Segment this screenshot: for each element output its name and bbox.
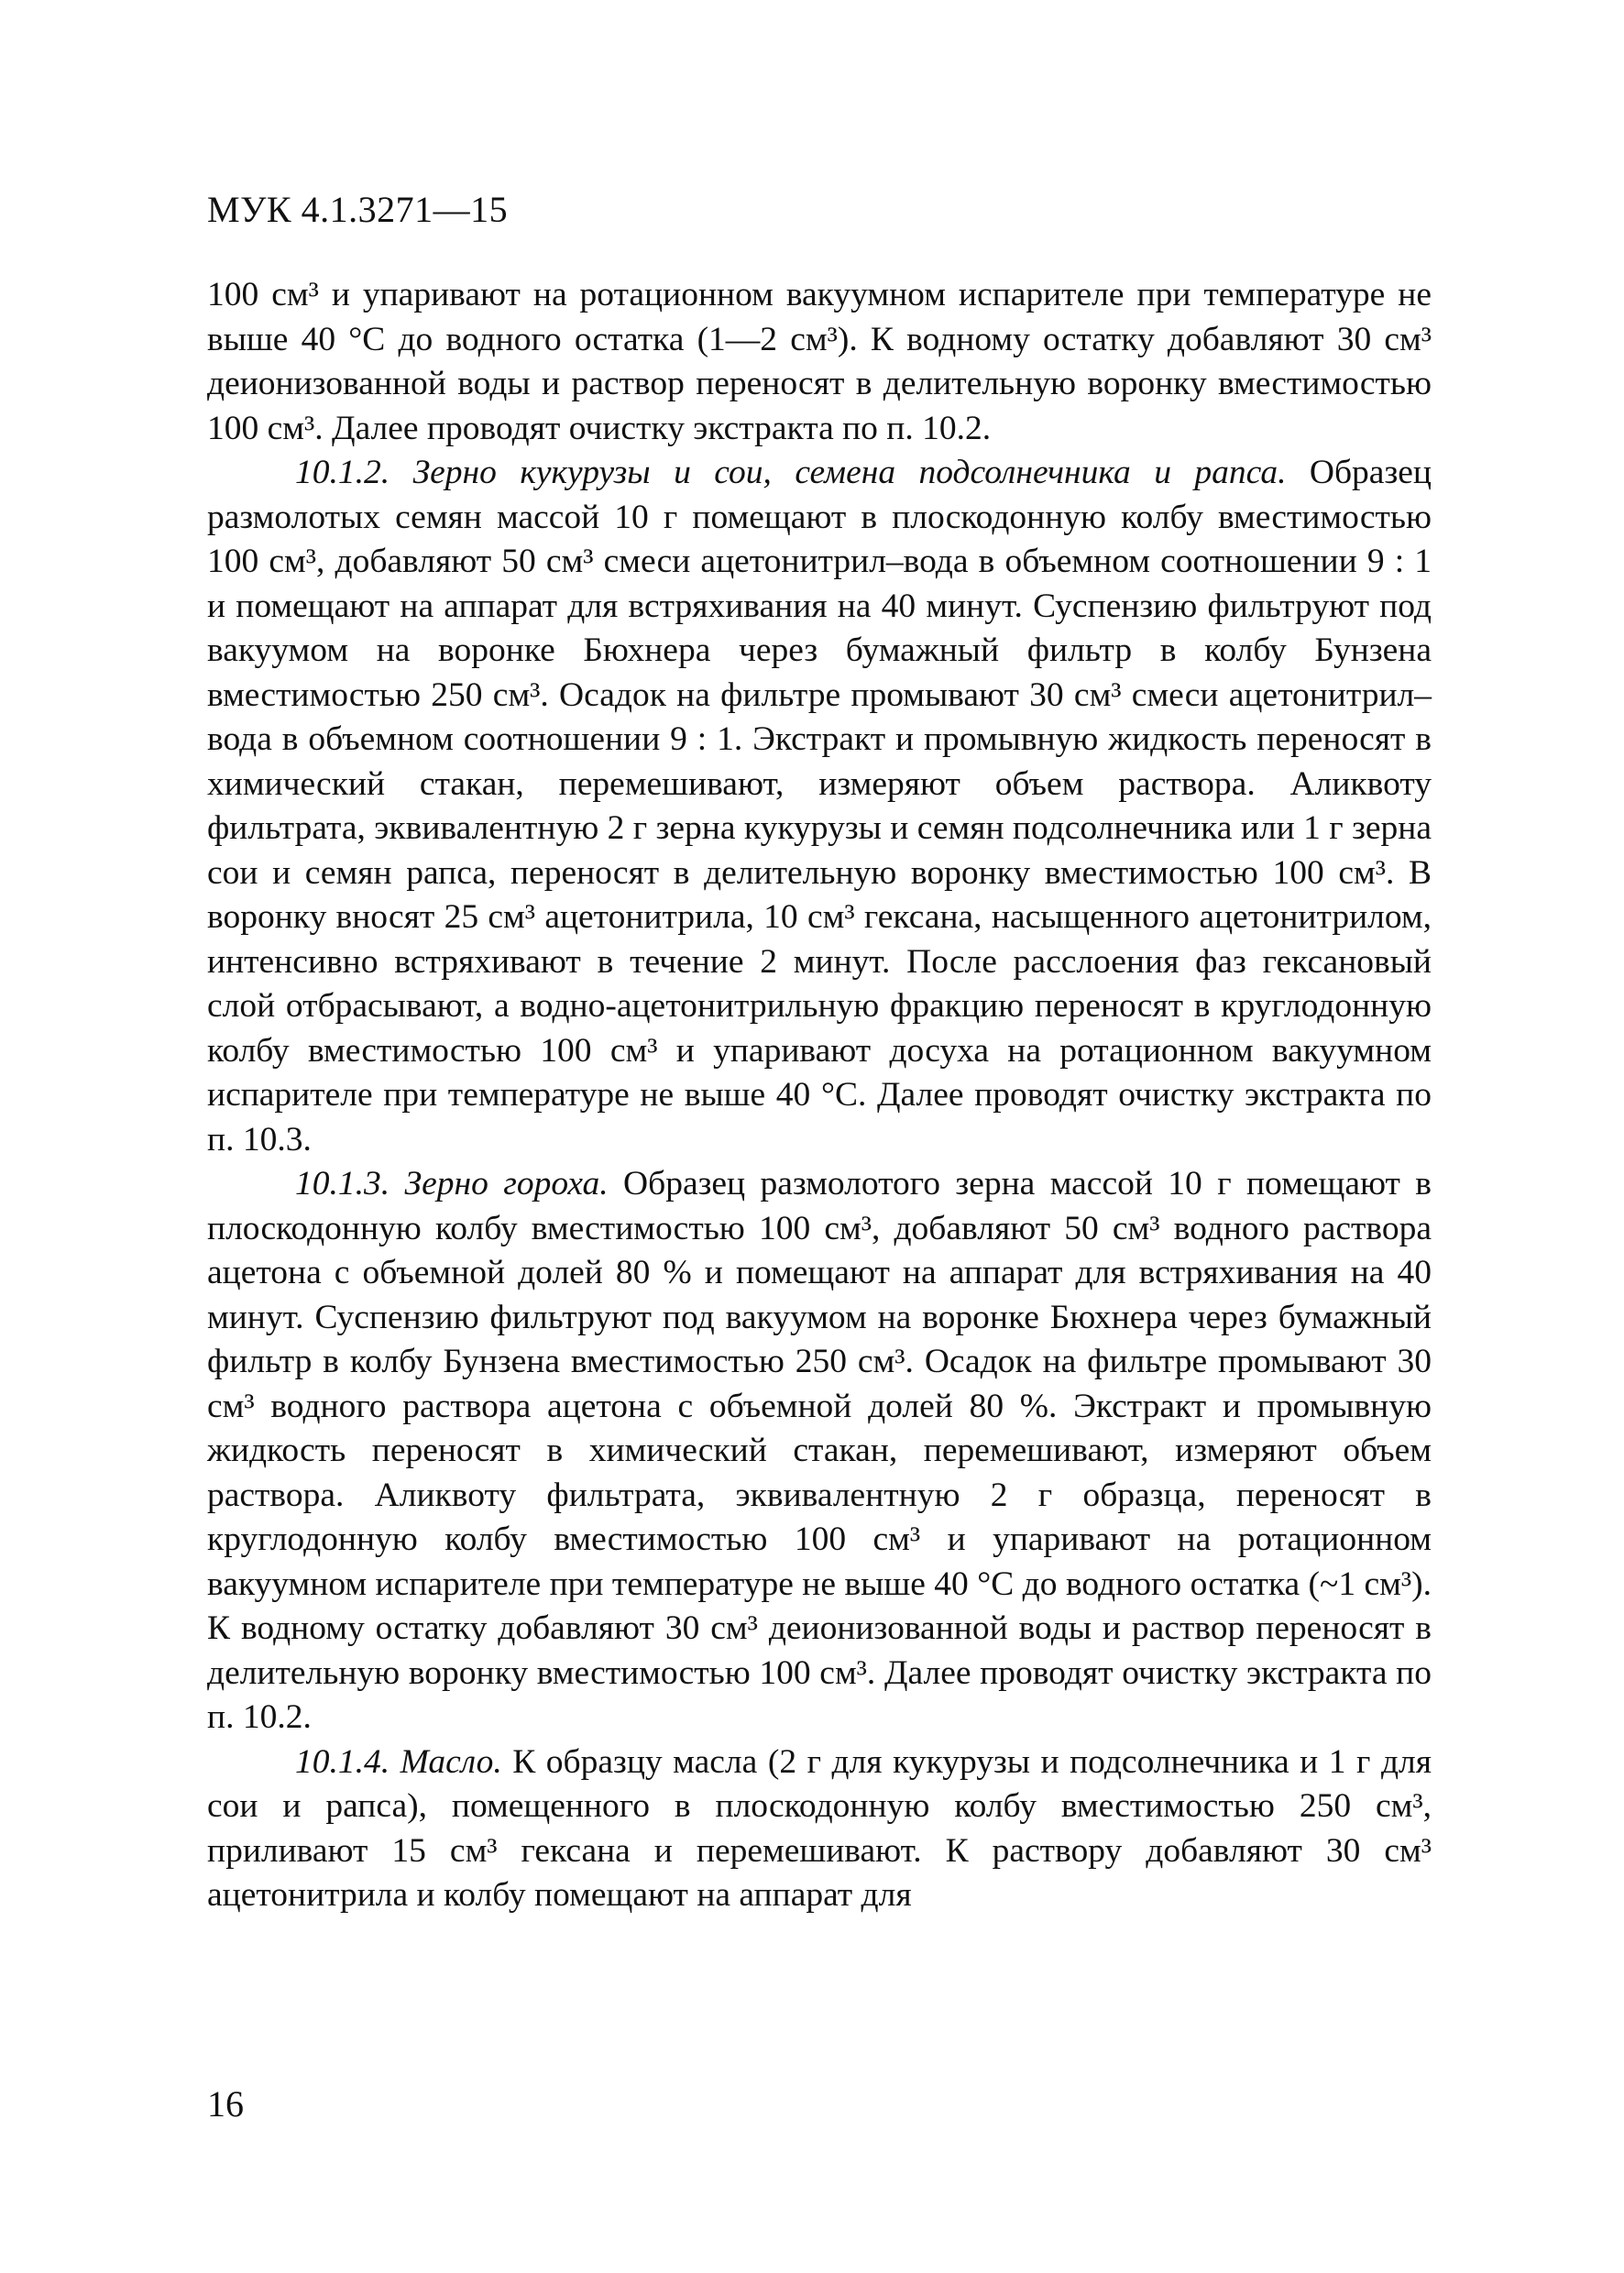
paragraph-continuation [207,273,1432,451]
document-code-header: МУК 4.1.3271—15 [207,189,509,230]
paragraph-section-10-1-4 [207,1740,1432,1918]
paragraph-text: Образец размолотых семян массой 10 г помещают в плоскодонную колбу вместимостью 100 см³, добавляют 50 см³ смеси ацетонитрил–вода в объемном соотношении 9 : 1 и помещают на аппарат для встряхивания на 40 минут. Суспензию фильтруют под вакуумом на воронке Бюхнера через бумажный фильтр в колбу Бунзена вместимостью 250 см³. Осадок на фильтре промывают 30 см³ смеси ацетонитрил–вода в объемном соотношении 9 : 1. Экстракт и промывную жидкость переносят в химический стакан, перемешивают, измеряют объем раствора. Аликвоту фильтрата, эквивалентную 2 г зерна кукурузы и семян подсолнечника или 1 г зерна сои и семян рапса, переносят в делительную воронку вместимостью 100 см³. В воронку вносят 25 см³ ацетонитрила, 10 см³ гексана, насыщенного ацетонитрилом, интенсивно встряхивают в течение 2 минут. После расслоения фаз гексановый слой отбрасывают, а водно-ацетонитрильную фракцию переносят в круглодонную колбу вместимостью 100 см³ и упаривают досуха на ротационном вакуумном испарителе при температуре не выше 40 °С. Далее проводят очистку экстракта по п. 10.3. [207,454,1432,1158]
paragraph-text: 100 см³ и упаривают на ротационном вакуумном испарителе при температуре не выше 40 °С до водного остатка (1—2 см³). К водному остатку добавляют 30 см³ деионизованной воды и раствор переносят в делительную воронку вместимостью 100 см³. Далее проводят очистку экстракта по п. 10.2. [207,276,1432,447]
section-title: 10.1.2. Зерно кукурузы и сои, семена подсолнечника и рапса. [295,454,1287,491]
section-title: 10.1.4. Масло. [295,1742,502,1781]
paragraph-section-10-1-3 [207,1162,1432,1740]
paragraph-text: Образец размолотого зерна массой 10 г помещают в плоскодонную колбу вместимостью 100 см³, добавляют 50 см³ водного раствора ацетона с объемной долей 80 % и помещают на аппарат для встряхивания на 40 минут. Суспензию фильтруют под вакуумом на воронке Бюхнера через бумажный фильтр в колбу Бунзена вместимостью 250 см³. Осадок на фильтре промывают 30 см³ водного раствора ацетона с объемной долей 80 %. Экстракт и промывную жидкость переносят в химический стакан, перемешивают, измеряют объем раствора. Аликвоту фильтрата, эквивалентную 2 г образца, переносят в круглодонную колбу вместимостью 100 см³ и упаривают на ротационном вакуумном испарителе при температуре не выше 40 °С до водного остатка (~1 см³). К водному остатку добавляют 30 см³ деионизованной воды и раствор переносят в делительную воронку вместимостью 100 см³. Далее проводят очистку экстракта по п. 10.2. [207,1165,1432,1736]
section-title: 10.1.3. Зерно гороха. [295,1165,609,1202]
document-body [207,273,1432,1918]
paragraph-section-10-1-2 [207,451,1432,1162]
paragraph-text: К образцу масла (2 г для кукурузы и подсолнечника и 1 г для сои и рапса), помещенного в плоскодонную колбу вместимостью 250 см³, приливают 15 см³ гексана и перемешивают. К раствору добавляют 30 см³ ацетонитрила и колбу помещают на аппарат для [207,1742,1432,1914]
page-number: 16 [207,2083,244,2125]
